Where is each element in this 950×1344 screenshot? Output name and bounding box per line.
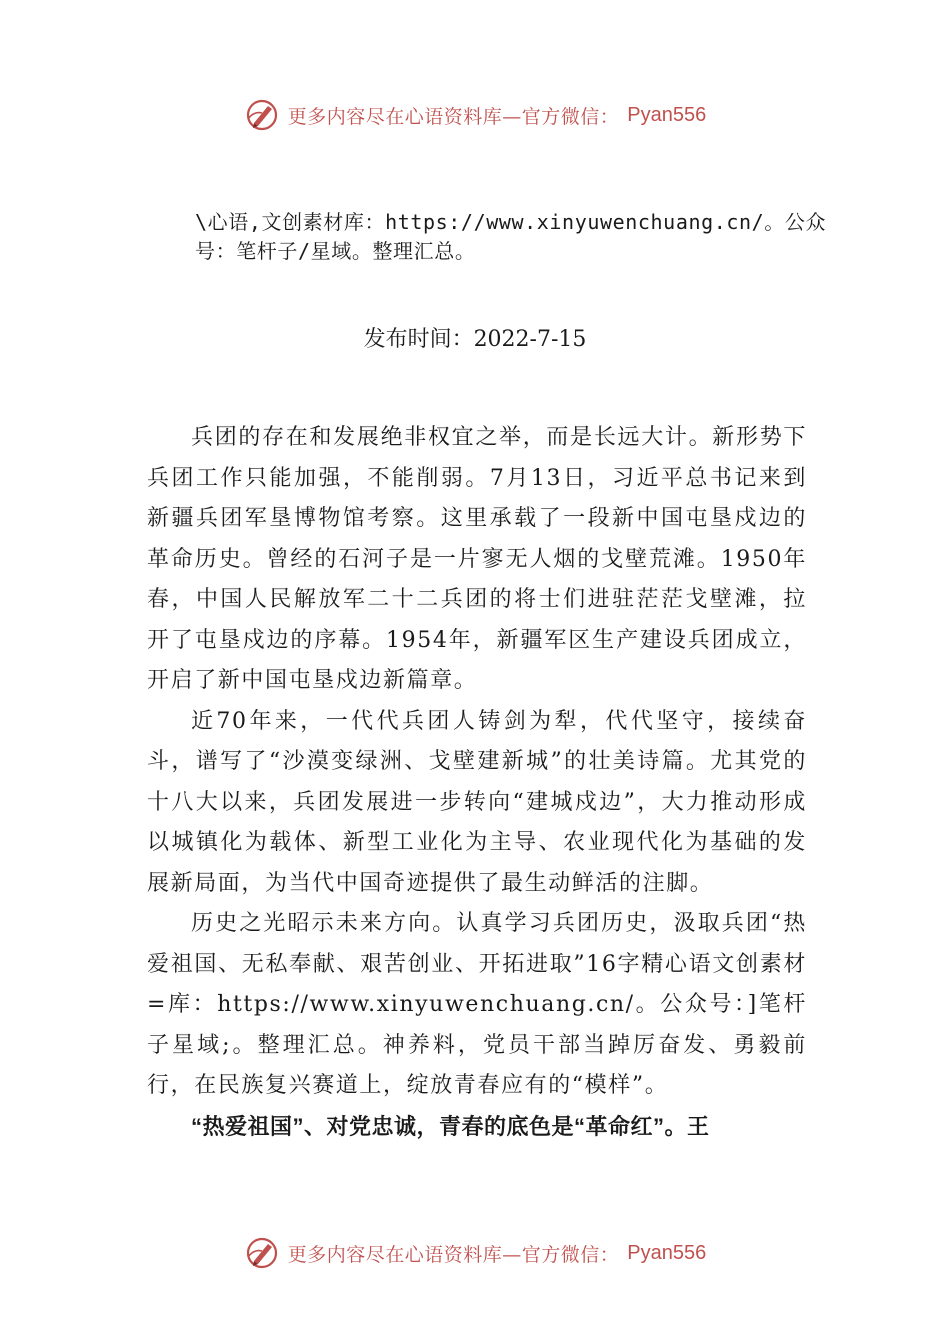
publish-date: 发布时间：2022-7-15	[363, 327, 587, 352]
pen-logo-icon	[244, 97, 280, 133]
article-paragraph: 兵团的存在和发展绝非权宜之举，而是长远大计。新形势下兵团工作只能加强，不能削弱。7月13日，习近平总书记来到新疆兵团军垦博物馆考察。这里承载了一段新中国屯垦戍边的革命历史。曾经的石河子是一片寥无人烟的戈壁荒滩。1950年春，中国人民解放军二十二兵团的将士们进驻茫茫戈壁滩，拉开了屯垦戍边的序幕。1954年，新疆军区生产建设兵团成立，开启了新中国屯垦戍边新篇章。	[147, 425, 807, 693]
source-note: \心语,文创素材库：https://www.xinyuwenchuang.cn/。公众号：笔杆子/星域。整理汇总。	[195, 210, 827, 263]
article-paragraph: 近70年来，一代代兵团人铸剑为犁，代代坚守，接续奋斗，谱写了“沙漠变绿洲、戈壁建新城”的壮美诗篇。尤其党的十八大以来，兵团发展进一步转向“建城戍边”，大力推动形成以城镇化为载体、新型工业化为主导、农业现代化为基础的发展新局面，为当代中国奇迹提供了最生动鲜活的注脚。	[147, 708, 807, 896]
article-body	[147, 418, 807, 1147]
pen-logo-icon	[244, 1235, 280, 1271]
article-paragraph: “热爱祖国”、对党忠诚，青春的底色是“革命红”。王	[191, 1113, 710, 1139]
banner-text: 更多内容尽在心语资料库—官方微信：	[287, 1243, 620, 1266]
header-banner	[0, 95, 950, 135]
banner-wechat-id: Pyan556	[627, 1241, 707, 1264]
banner-wechat-id: Pyan556	[627, 103, 707, 126]
article-paragraph: 历史之光昭示未来方向。认真学习兵团历史，汲取兵团“热爱祖国、无私奉献、艰苦创业、开拓进取”16字精心语文创素材=库：https://www.xinyuwenchuang.cn/。公众号：]笔杆子星域;。整理汇总。神养料，党员干部当踔厉奋发、勇毅前行，在民族复兴赛道上，绽放青春应有的“模样”。	[147, 911, 807, 1098]
banner-text: 更多内容尽在心语资料库—官方微信：	[287, 105, 620, 128]
footer-banner	[0, 1233, 950, 1273]
